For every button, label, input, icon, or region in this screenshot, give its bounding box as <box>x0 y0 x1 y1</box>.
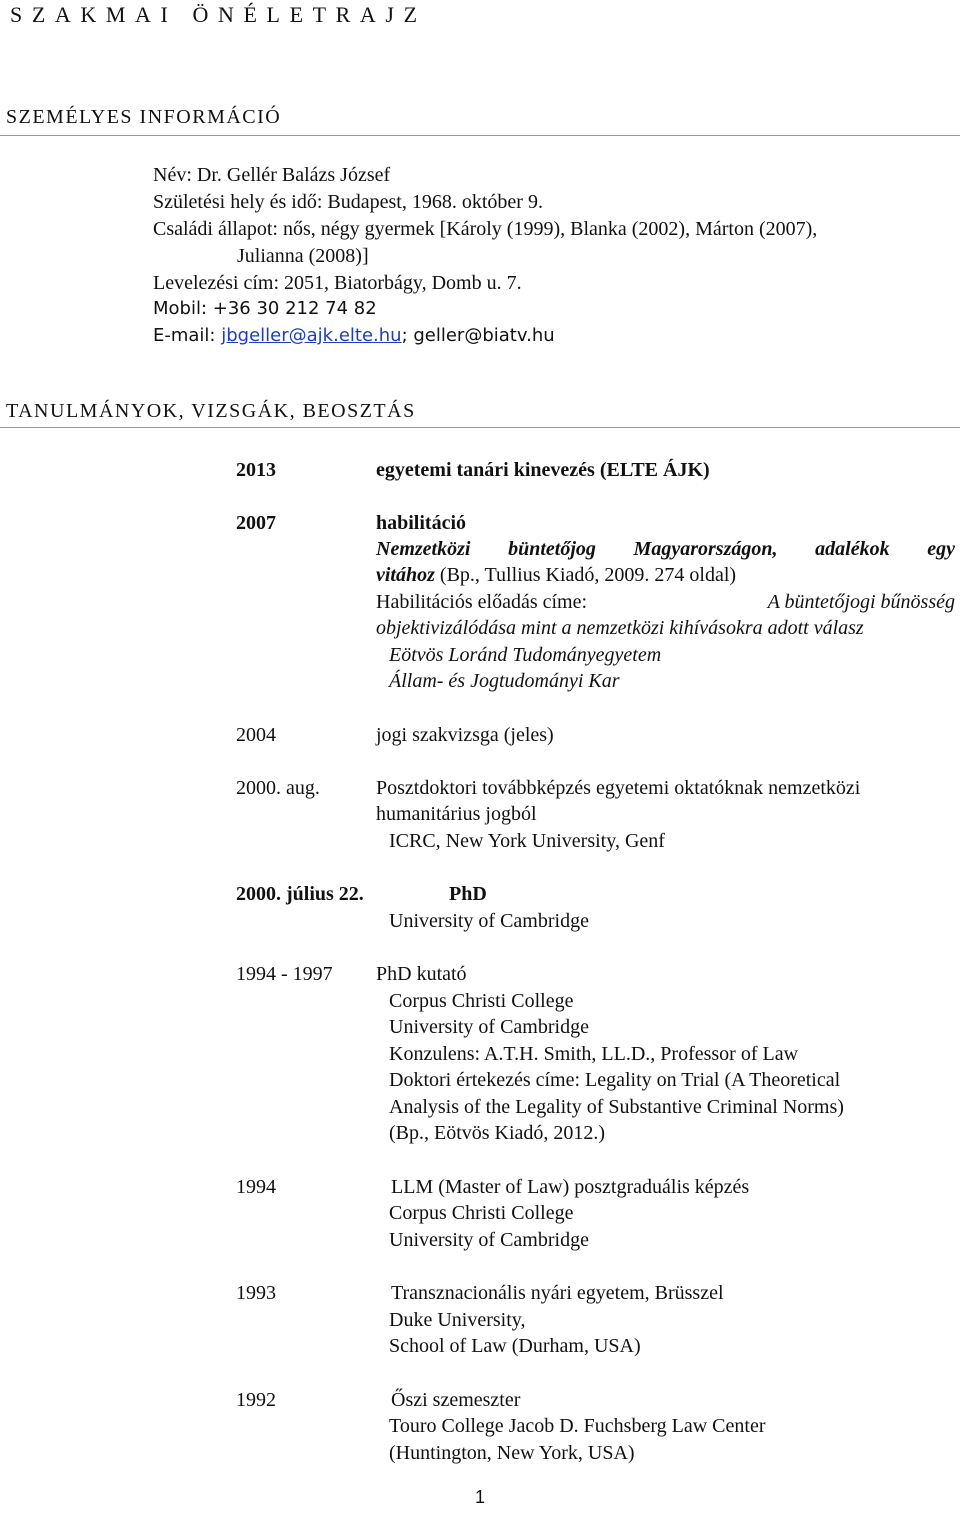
email-label: E-mail: <box>153 325 222 346</box>
entry-1994-1997-advisor: Konzulens: A.T.H. Smith, LL.D., Professor of Law <box>389 1043 799 1065</box>
entry-1994-1997-thesis-2: Analysis of the Legality of Substantive Criminal Norms) <box>389 1096 844 1118</box>
entry-1994-1997-institution-2: University of Cambridge <box>389 1016 589 1038</box>
entry-2000jul-institution: University of Cambridge <box>389 910 589 932</box>
entry-1994-1997-title: PhD kutató <box>376 963 467 985</box>
email-separator: ; <box>401 325 414 346</box>
entry-1994-1997-thesis-3: (Bp., Eötvös Kiadó, 2012.) <box>389 1122 606 1144</box>
studies-heading: TANULMÁNYOK, VIZSGÁK, BEOSZTÁS <box>6 400 416 422</box>
entry-1992-title: Őszi szemeszter <box>391 1389 521 1411</box>
entry-1994-1997-institution-1: Corpus Christi College <box>389 990 574 1012</box>
entry-2007-lecture-label: Habilitációs előadás címe: <box>376 591 588 613</box>
entry-1993-year: 1993 <box>236 1282 276 1304</box>
entry-1994-year: 1994 <box>236 1176 276 1198</box>
entry-2007-lecture-title-1: A büntetőjogi bűnösség <box>767 591 955 613</box>
entry-2007-book-line-2 <box>376 562 736 588</box>
entry-2000aug-title-2: humanitárius jogból <box>376 803 537 825</box>
personal-info-heading: SZEMÉLYES INFORMÁCIÓ <box>6 106 282 128</box>
entry-2000aug-year: 2000. aug. <box>236 777 320 799</box>
birth-line: Születési hely és idő: Budapest, 1968. október 9. <box>153 191 543 213</box>
entry-1993-institution-2: School of Law (Durham, USA) <box>389 1335 641 1357</box>
address-line: Levelezési cím: 2051, Biatorbágy, Domb u. 7. <box>153 272 522 294</box>
name-line: Név: Dr. Gellér Balázs József <box>153 164 391 186</box>
entry-2007-title: habilitáció <box>376 512 467 534</box>
entry-1992-year: 1992 <box>236 1389 276 1411</box>
entry-2007-lecture-line-2: objektivizálódása mint a nemzetközi kihívásokra adott válasz <box>376 617 864 639</box>
entry-1992-institution-2: (Huntington, New York, USA) <box>389 1442 635 1464</box>
entry-2000aug-title-1: Posztdoktori továbbképzés egyetemi oktatóknak nemzetközi <box>376 777 861 799</box>
entry-2000aug-institution: ICRC, New York University, Genf <box>389 830 665 852</box>
entry-2007-year: 2007 <box>236 512 276 534</box>
entry-2004-year: 2004 <box>236 724 276 746</box>
entry-2007-book-publisher: (Bp., Tullius Kiadó, 2009. 274 oldal) <box>434 564 737 586</box>
entry-2000jul-year: 2000. július 22. <box>236 883 364 905</box>
entry-2007-institution-1: Eötvös Loránd Tudományegyetem <box>389 644 662 666</box>
entry-2000jul-title: PhD <box>449 883 487 905</box>
email-link-elte[interactable]: jbgeller@ajk.elte.hu <box>221 325 402 346</box>
email-biatv: geller@biatv.hu <box>413 325 555 346</box>
entry-1993-title: Transznacionális nyári egyetem, Brüsszel <box>391 1282 724 1304</box>
entry-1993-institution-1: Duke University, <box>389 1309 526 1331</box>
entry-1994-institution-2: University of Cambridge <box>389 1229 589 1251</box>
entry-2013-year: 2013 <box>236 459 276 481</box>
entry-2007-book-line-1: Nemzetközi büntetőjog Magyarországon, adalékok egy <box>376 538 955 560</box>
entry-1994-1997-thesis-1: Doktori értekezés címe: Legality on Trial (A Theoretical <box>389 1069 841 1091</box>
family-line-2: Julianna (2008)] <box>237 245 369 267</box>
mobile-line: Mobil: +36 30 212 74 82 <box>153 298 377 319</box>
document-title: SZAKMAI ÖNÉLETRAJZ <box>10 2 427 27</box>
email-line <box>153 323 555 349</box>
section-divider <box>0 135 960 136</box>
entry-2013-title: egyetemi tanári kinevezés (ELTE ÁJK) <box>376 459 710 481</box>
entry-1994-title: LLM (Master of Law) posztgraduális képzés <box>391 1176 750 1198</box>
entry-1992-institution-1: Touro College Jacob D. Fuchsberg Law Center <box>389 1415 766 1437</box>
entry-2004-title: jogi szakvizsga (jeles) <box>376 724 554 746</box>
family-line-1: Családi állapot: nős, négy gyermek [Károly (1999), Blanka (2002), Márton (2007), <box>153 218 818 240</box>
entry-1994-1997-year: 1994 - 1997 <box>236 963 333 985</box>
section-divider <box>0 427 960 428</box>
entry-2007-institution-2: Állam- és Jogtudományi Kar <box>389 670 620 692</box>
page-number: 1 <box>475 1487 486 1507</box>
entry-2007-lecture-line-1 <box>376 589 955 615</box>
entry-1994-institution-1: Corpus Christi College <box>389 1202 574 1224</box>
entry-2007-book-title-end: vitához <box>376 564 435 586</box>
